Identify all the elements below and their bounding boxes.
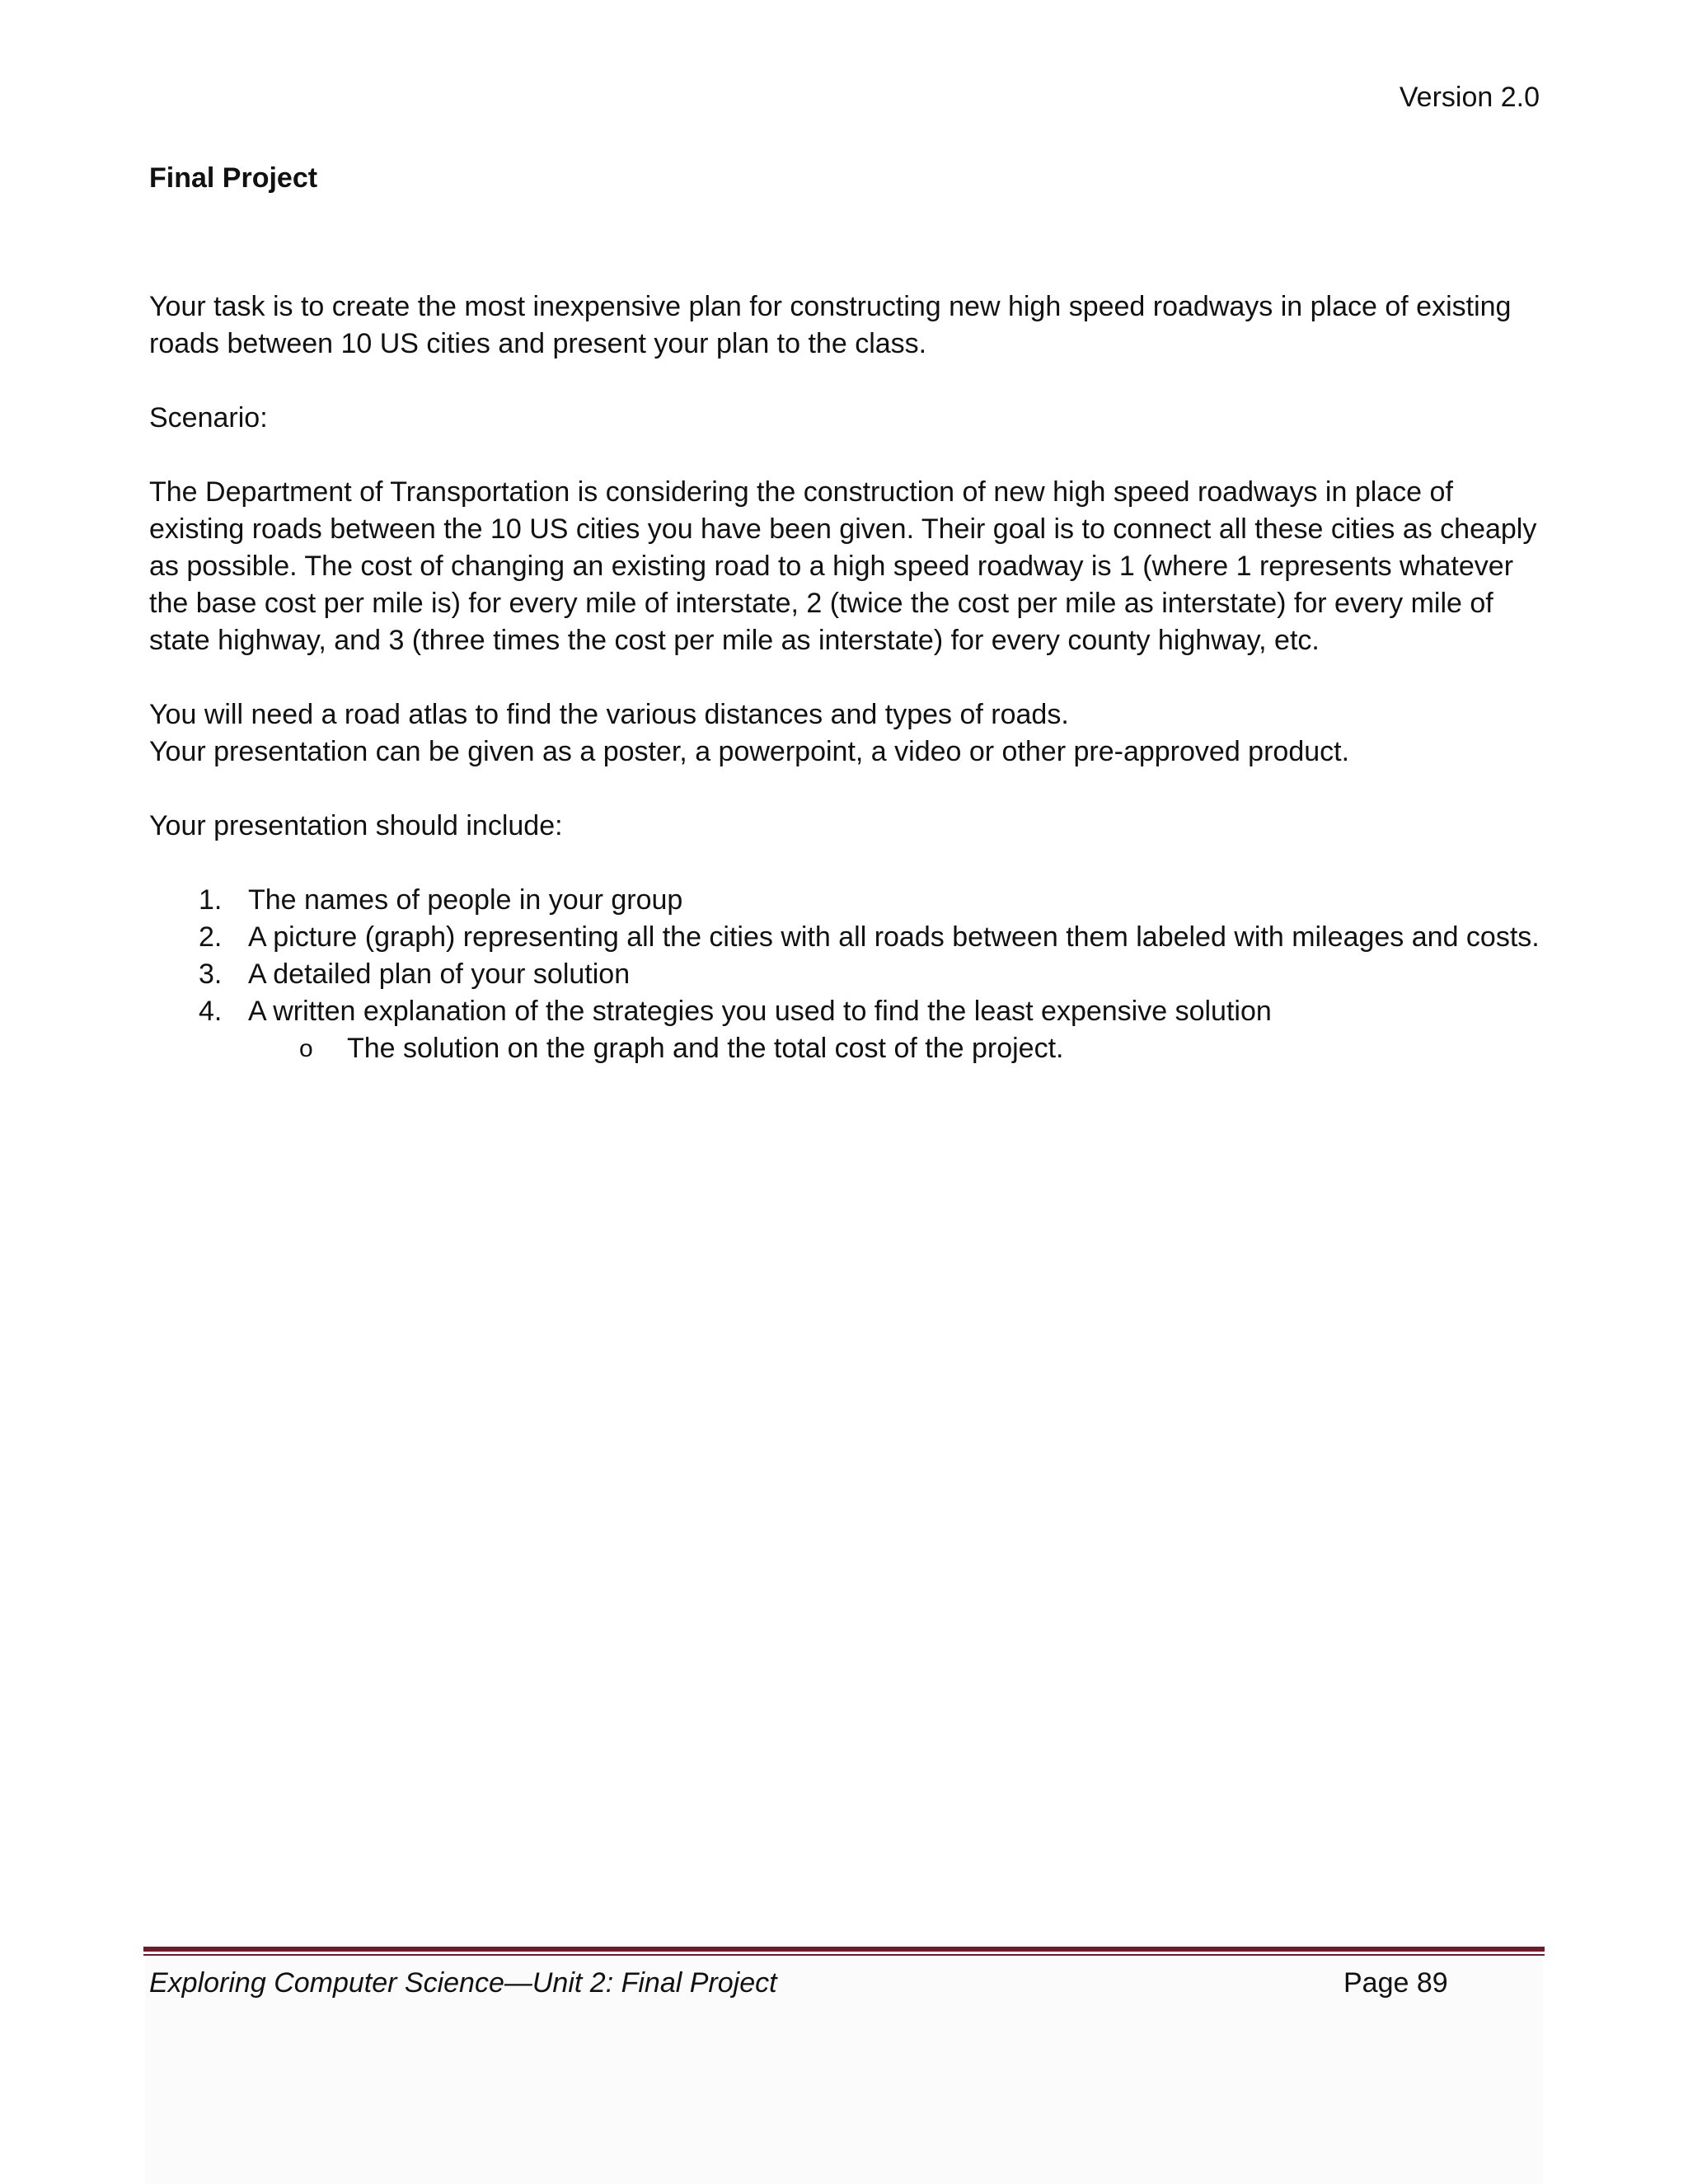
scenario-paragraph: The Department of Transportation is considering the construction of new high speed roadways in place of existing roads between the 10 US cities you have been given. Their goal is to connect all these cities as cheaply as possible. The cost of changing an existing road to a high speed roadway is 1 (where 1 represents whatever the base cost per mile is) for every mile of interstate, 2 (twice the cost per mile as interstate) for every mile of state highway, and 3 (three times the cost per mile as interstate) for every county highway, etc. <box>149 476 1537 656</box>
footer-rule-thick <box>143 1947 1545 1952</box>
include-label: Your presentation should include: <box>149 810 563 841</box>
requirement-text: The names of people in your group <box>248 884 683 916</box>
footer-course-title: Exploring Computer Science—Unit 2: Final Project <box>149 1967 777 1999</box>
page-title: Final Project <box>149 162 318 194</box>
list-item <box>248 956 1542 993</box>
intro-paragraph: Your task is to create the most inexpensive plan for constructing new high speed roadways in place of existing roads between 10 US cities and present your plan to the class. <box>149 291 1512 359</box>
format-line: Your presentation can be given as a poster, a powerpoint, a video or other pre-approved product. <box>149 736 1350 767</box>
document-body <box>149 160 1542 1067</box>
list-item <box>248 993 1542 1067</box>
requirement-text: A detailed plan of your solution <box>248 958 631 990</box>
page-number: Page 89 <box>1343 1967 1448 1999</box>
requirement-text: A picture (graph) representing all the cities with all roads between them labeled with mileages and costs. <box>248 921 1540 953</box>
list-item <box>248 919 1542 956</box>
requirements-list <box>149 882 1542 1067</box>
list-item <box>248 882 1542 919</box>
footer-rule-thin <box>143 1954 1545 1956</box>
version-label: Version 2.0 <box>1399 82 1540 113</box>
requirement-text: A written explanation of the strategies you used to find the least expensive solution <box>248 996 1272 1027</box>
circle-bullet-icon: o <box>299 1035 313 1062</box>
scenario-label: Scenario: <box>149 402 268 434</box>
sub-requirement-text: The solution on the graph and the total cost of the project. <box>347 1033 1064 1064</box>
sub-list-item <box>299 1030 1542 1067</box>
atlas-line: You will need a road atlas to find the various distances and types of roads. <box>149 699 1069 730</box>
sub-list <box>248 1030 1542 1067</box>
